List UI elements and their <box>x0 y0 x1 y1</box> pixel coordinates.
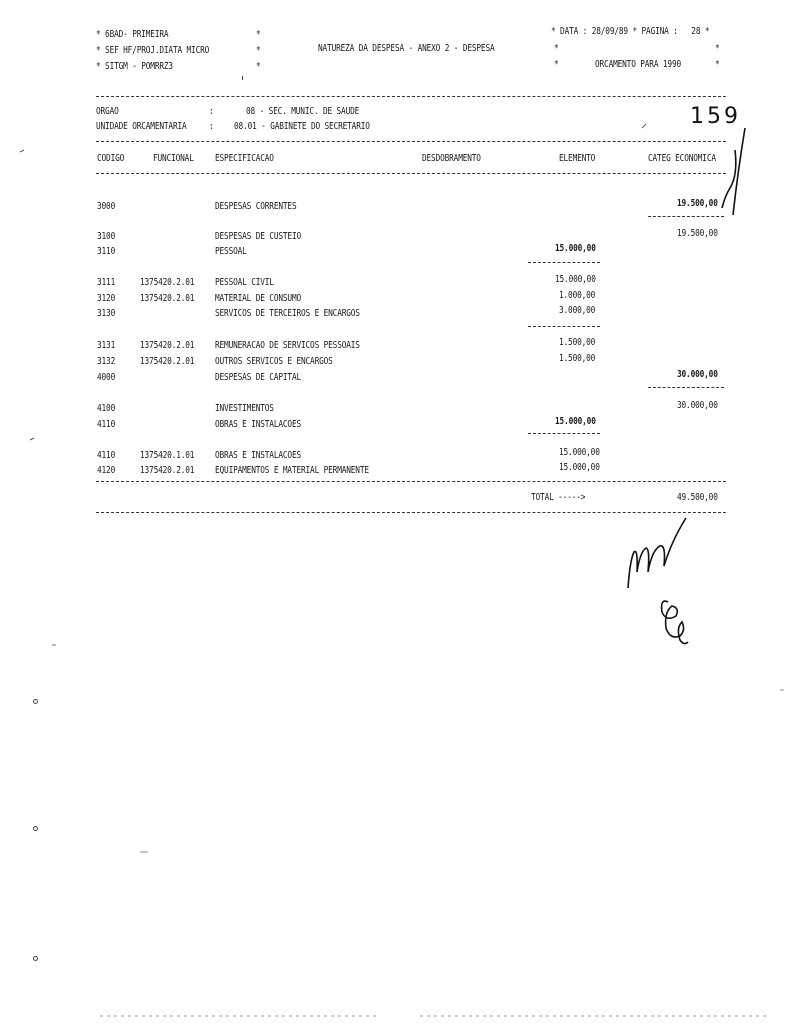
row-espec: OBRAS E INSTALACOES <box>215 450 301 461</box>
orgao-value: 08 - SEC. MUNIC. DE SAUDE <box>246 106 360 117</box>
row-espec: MATERIAL DE CONSUMO <box>215 293 301 304</box>
orgao-label: ORGAO <box>96 106 119 117</box>
row-elemento: 15.000,00 <box>555 274 596 285</box>
row-elemento: 3.000,00 <box>559 305 596 316</box>
row-espec: OUTROS SERVICOS E ENCARGOS <box>215 356 333 367</box>
row-elemento: 1.500,00 <box>559 337 596 348</box>
header-star: * <box>715 59 720 70</box>
org-line-1: * 6BAD- PRIMEIRA <box>96 29 169 40</box>
date-page: * DATA : 28/09/89 * PAGINA : 28 * <box>551 26 710 37</box>
colon: : <box>209 106 214 117</box>
hole-punch-mark <box>33 826 38 831</box>
row-codigo: 4110 <box>97 450 116 461</box>
header-star: * <box>256 61 261 72</box>
row-espec: SERVICOS DE TERCEIROS E ENCARGOS <box>215 308 360 319</box>
row-categ: 30.000,00 <box>677 369 718 380</box>
row-espec: EQUIPAMENTOS E MATERIAL PERMANENTE <box>215 465 369 476</box>
hole-punch-mark <box>33 699 38 704</box>
header-star: * <box>554 59 559 70</box>
unidade-value: 08.01 - GABINETE DO SECRETARIO <box>234 121 370 132</box>
header-star: * <box>256 29 261 40</box>
signature-scribble <box>662 601 688 643</box>
row-elemento: 15.000,00 <box>559 447 600 458</box>
row-espec: REMUNERACAO DE SERVICOS PESSOAIS <box>215 340 360 351</box>
row-categ: 30.000,00 <box>677 400 718 411</box>
row-categ: 19.500,00 <box>677 198 718 209</box>
row-codigo: 3120 <box>97 293 116 304</box>
col-especificacao: ESPECIFICACAO <box>215 153 274 164</box>
row-espec: INVESTIMENTOS <box>215 403 274 414</box>
row-codigo: 3130 <box>97 308 116 319</box>
row-codigo: 3131 <box>97 340 116 351</box>
row-funcional: 1375420.1.01 <box>140 450 195 461</box>
col-funcional: FUNCIONAL <box>153 153 194 164</box>
row-espec: DESPESAS CORRENTES <box>215 201 297 212</box>
page-stamp-number: 159 <box>690 104 741 129</box>
row-funcional: 1375420.2.01 <box>140 293 195 304</box>
row-funcional: 1375420.2.01 <box>140 340 195 351</box>
row-codigo: 4110 <box>97 419 116 430</box>
row-codigo: 4000 <box>97 372 116 383</box>
colon: : <box>209 121 214 132</box>
row-codigo: 4100 <box>97 403 116 414</box>
total-value: 49.500,00 <box>677 492 718 503</box>
hole-punch-mark <box>33 956 38 961</box>
row-categ: 19.500,00 <box>677 228 718 239</box>
header-star: * <box>256 45 261 56</box>
col-categ-economica: CATEG ECONOMICA <box>648 153 716 164</box>
row-codigo: 3000 <box>97 201 116 212</box>
header-star: * <box>715 43 720 54</box>
row-espec: DESPESAS DE CUSTEIO <box>215 231 301 242</box>
row-funcional: 1375420.2.01 <box>140 277 195 288</box>
row-funcional: 1375420.2.01 <box>140 356 195 367</box>
row-elemento: 1.000,00 <box>559 290 596 301</box>
col-codigo: CODIGO <box>97 153 125 164</box>
row-codigo: 3132 <box>97 356 116 367</box>
budget-year: ORCAMENTO PARA 1990 <box>595 59 681 70</box>
header-star: * <box>554 43 559 54</box>
row-espec: PESSOAL <box>215 246 247 257</box>
row-codigo: 3111 <box>97 277 116 288</box>
row-codigo: 4120 <box>97 465 116 476</box>
row-espec: DESPESAS DE CAPITAL <box>215 372 301 383</box>
row-espec: OBRAS E INSTALACOES <box>215 419 301 430</box>
row-funcional: 1375420.2.01 <box>140 465 195 476</box>
row-elemento: 15.000,00 <box>559 462 600 473</box>
row-elemento: 15.000,00 <box>555 416 596 427</box>
col-elemento: ELEMENTO <box>559 153 596 164</box>
org-line-3: * SITGM - POMRRZ3 <box>96 61 173 72</box>
signature-initials <box>628 546 665 588</box>
row-elemento: 1.500,00 <box>559 353 596 364</box>
unidade-label: UNIDADE ORCAMENTARIA <box>96 121 187 132</box>
row-codigo: 3110 <box>97 246 116 257</box>
org-line-2: * SEF HF/PROJ.DIATA MICRO <box>96 45 210 56</box>
row-elemento: 15.000,00 <box>555 243 596 254</box>
total-label: TOTAL -----> <box>531 492 586 503</box>
row-codigo: 3100 <box>97 231 116 242</box>
col-desdobramento: DESDOBRAMENTO <box>422 153 481 164</box>
row-espec: PESSOAL CIVIL <box>215 277 274 288</box>
report-title: NATUREZA DA DESPESA - ANEXO 2 - DESPESA <box>318 43 495 54</box>
